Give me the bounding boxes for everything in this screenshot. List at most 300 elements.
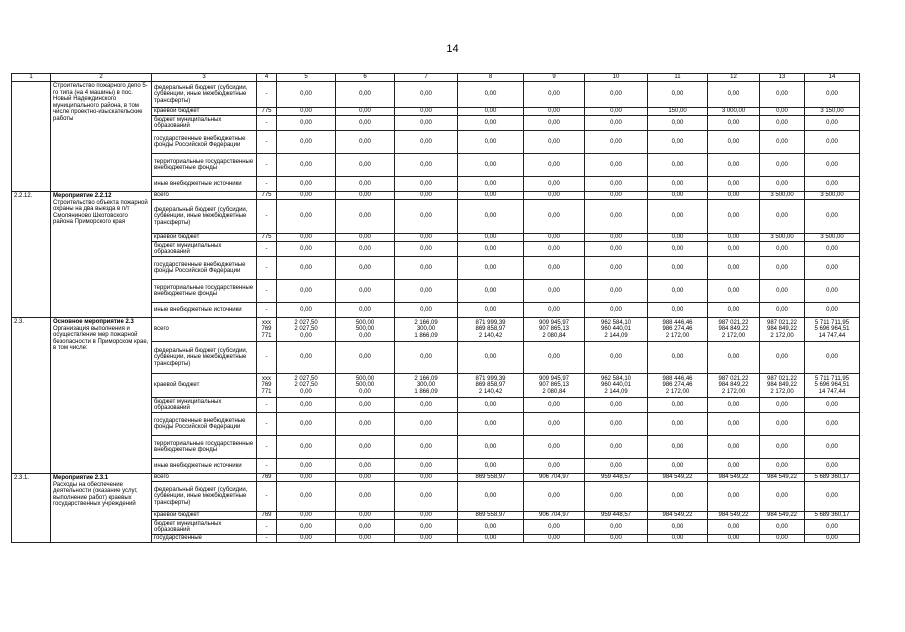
amount-cell (648, 108, 708, 116)
code-value: 775 (261, 192, 272, 199)
amount-cell (708, 131, 760, 154)
amount-cell (524, 413, 585, 436)
amount-value: 0,00 (300, 512, 312, 519)
amount-value: 0,00 (548, 192, 560, 199)
measure-number (12, 82, 51, 192)
measure-name (51, 318, 152, 474)
amount-cell (524, 374, 585, 398)
amount-value: 0,00 (776, 91, 788, 98)
amount-cell (524, 398, 585, 413)
budget-code (257, 303, 277, 318)
funding-source: краевой бюджет (152, 374, 257, 398)
amount-cell (648, 242, 708, 257)
amount-value: 2 172,00 (721, 332, 746, 339)
amount-value: 0,00 (727, 180, 740, 187)
amount-cell (585, 482, 648, 512)
amount-value: 0,00 (359, 138, 371, 145)
measure-name (51, 192, 152, 318)
amount-value: 0,00 (548, 138, 560, 145)
code-value: - (265, 91, 268, 98)
measure-name (51, 474, 152, 543)
amount-value: 909 945,97 (538, 375, 570, 382)
budget-code (257, 318, 277, 342)
amount-cell (760, 82, 805, 108)
amount-cell (395, 192, 458, 200)
amount-cell (585, 520, 648, 535)
code-value: 771 (261, 388, 272, 395)
amount-cell (524, 303, 585, 318)
amount-cell (648, 200, 708, 234)
amount-value: 0,00 (484, 180, 497, 187)
amount-value: 906 704,97 (538, 474, 570, 481)
code-value: 769 (261, 512, 272, 519)
amount-value: 0,00 (359, 523, 371, 530)
amount-cell (648, 131, 708, 154)
amount-value: 869 858,97 (475, 326, 506, 333)
amount-value: 907 865,13 (538, 382, 570, 389)
amount-cell (336, 177, 395, 192)
amount-cell (805, 398, 860, 413)
amount-value: 500,00 (355, 326, 375, 333)
amount-value: 0,00 (671, 493, 684, 500)
amount-value: 0,00 (548, 161, 560, 168)
amount-value: 0,00 (300, 420, 312, 427)
amount-value: 0,00 (826, 401, 838, 408)
amount-value: 0,00 (671, 234, 684, 241)
amount-value: 0,00 (727, 213, 740, 220)
amount-value: 0,00 (420, 91, 432, 98)
amount-cell (805, 82, 860, 108)
amount-value: 959 448,57 (600, 512, 632, 519)
amount-value: 0,00 (300, 443, 312, 450)
amount-cell (277, 459, 336, 474)
amount-value: 962 584,10 (600, 375, 632, 382)
amount-cell (458, 108, 524, 116)
amount-value: 150,00 (668, 108, 687, 115)
amount-value: 0,00 (420, 213, 432, 220)
amount-cell (458, 131, 524, 154)
amount-value: 0,00 (484, 108, 497, 115)
amount-cell (524, 512, 585, 520)
amount-value: 0,00 (484, 443, 497, 450)
code-value: xxx (262, 375, 271, 382)
amount-value: 0,00 (420, 523, 432, 530)
amount-cell (395, 116, 458, 131)
amount-value: 0,00 (727, 119, 740, 126)
amount-cell (395, 342, 458, 374)
amount-cell (760, 374, 805, 398)
amount-value: 0,00 (610, 245, 622, 252)
amount-cell (395, 520, 458, 535)
amount-cell (805, 200, 860, 234)
budget-code (257, 520, 277, 535)
amount-value: 0,00 (727, 443, 740, 450)
amount-value: 0,00 (671, 401, 684, 408)
amount-value: 0,00 (420, 245, 432, 252)
amount-value: 5 689 360,17 (814, 512, 850, 519)
amount-cell (760, 154, 805, 177)
amount-cell (524, 192, 585, 200)
amount-cell (524, 280, 585, 303)
amount-value: 0,00 (610, 462, 622, 469)
amount-cell (708, 512, 760, 520)
amount-value: 0,00 (610, 306, 622, 313)
amount-value: 0,00 (300, 354, 312, 361)
amount-value: 0,00 (826, 306, 838, 313)
amount-value: 14 747,44 (818, 332, 846, 339)
amount-value: 909 945,97 (538, 319, 570, 326)
amount-value: 0,00 (300, 119, 312, 126)
amount-value: 0,00 (484, 138, 497, 145)
funding-source: территориальные государственные внебюджетные фонды (152, 154, 257, 177)
amount-cell (708, 108, 760, 116)
amount-cell (277, 436, 336, 459)
amount-cell (708, 177, 760, 192)
amount-value: 0,00 (671, 119, 684, 126)
amount-cell (648, 234, 708, 242)
amount-cell (277, 82, 336, 108)
amount-value: 986 274,46 (662, 382, 693, 389)
amount-cell (585, 303, 648, 318)
table-row (12, 192, 860, 200)
amount-cell (395, 318, 458, 342)
amount-value: 0,00 (359, 180, 371, 187)
amount-value: 869 858,97 (475, 382, 506, 389)
amount-value: 0,00 (359, 401, 371, 408)
amount-value: 0,00 (300, 401, 312, 408)
amount-cell (336, 318, 395, 342)
amount-value: 0,00 (826, 443, 838, 450)
measure-title: Мероприятие 2.2.12 (53, 193, 112, 199)
amount-cell (458, 192, 524, 200)
amount-cell (805, 257, 860, 280)
budget-code (257, 512, 277, 520)
amount-value: 0,00 (727, 192, 740, 199)
table-row (12, 318, 860, 342)
amount-value: 0,00 (776, 180, 788, 187)
amount-cell (524, 482, 585, 512)
amount-value: 0,00 (548, 108, 560, 115)
amount-cell (760, 535, 805, 543)
amount-cell (277, 482, 336, 512)
funding-source: территориальные государственные внебюджетные фонды (152, 280, 257, 303)
budget-code (257, 280, 277, 303)
amount-cell (760, 342, 805, 374)
amount-cell (708, 280, 760, 303)
amount-value: 0,00 (484, 213, 497, 220)
amount-value: 0,00 (727, 523, 740, 530)
amount-cell (277, 280, 336, 303)
amount-cell (524, 520, 585, 535)
amount-cell (805, 482, 860, 512)
amount-cell (277, 535, 336, 543)
funding-source: всего (152, 474, 257, 482)
amount-cell (395, 535, 458, 543)
measure-title: Мероприятие 2.3.1 (53, 475, 109, 481)
amount-cell (395, 234, 458, 242)
amount-cell (805, 234, 860, 242)
amount-value: 0,00 (826, 264, 838, 271)
amount-value: 0,00 (727, 462, 740, 469)
amount-value: 0,00 (671, 354, 684, 361)
amount-cell (524, 535, 585, 543)
amount-value: 0,00 (300, 523, 312, 530)
amount-value: 988 446,46 (662, 319, 693, 326)
amount-cell (524, 131, 585, 154)
code-value: - (265, 138, 268, 145)
amount-value: 0,00 (610, 401, 622, 408)
amount-value: 500,00 (355, 382, 375, 389)
amount-value: 0,00 (727, 161, 740, 168)
code-value: - (265, 119, 268, 126)
amount-cell (458, 234, 524, 242)
amount-value: 3 150,00 (820, 108, 844, 115)
amount-value: 0,00 (300, 91, 312, 98)
amount-cell (277, 303, 336, 318)
amount-value: 0,00 (359, 443, 371, 450)
amount-value: 0,00 (610, 420, 622, 427)
amount-value: 988 446,46 (662, 375, 693, 382)
amount-cell (395, 436, 458, 459)
amount-value: 0,00 (548, 245, 560, 252)
amount-value: 0,00 (359, 493, 371, 500)
amount-value: 0,00 (610, 119, 622, 126)
amount-value: 987 021,22 (718, 319, 749, 326)
amount-value: 0,00 (300, 161, 312, 168)
amount-value: 0,00 (484, 161, 497, 168)
amount-value: 0,00 (420, 401, 432, 408)
amount-cell (524, 242, 585, 257)
amount-value: 984 549,22 (718, 474, 749, 481)
amount-value: 5 696 964,51 (814, 382, 850, 389)
amount-cell (458, 257, 524, 280)
amount-value: 0,00 (484, 493, 497, 500)
amount-cell (648, 436, 708, 459)
amount-cell (458, 177, 524, 192)
budget-code (257, 82, 277, 108)
amount-cell (708, 82, 760, 108)
amount-cell (458, 303, 524, 318)
amount-value: 0,00 (671, 161, 684, 168)
amount-value: 300,00 (416, 382, 436, 389)
measure-number: 2.3.1. (12, 474, 51, 543)
amount-cell (760, 398, 805, 413)
amount-cell (336, 520, 395, 535)
amount-cell (760, 482, 805, 512)
amount-value: 0,00 (420, 180, 432, 187)
amount-cell (585, 374, 648, 398)
amount-cell (760, 303, 805, 318)
amount-cell (458, 436, 524, 459)
amount-value: 0,00 (300, 264, 312, 271)
amount-value: 0,00 (548, 287, 560, 294)
amount-cell (760, 459, 805, 474)
amount-value: 0,00 (300, 474, 312, 481)
amount-cell (277, 177, 336, 192)
amount-cell (708, 459, 760, 474)
amount-cell (458, 374, 524, 398)
amount-value: 0,00 (359, 388, 371, 395)
budget-code (257, 413, 277, 436)
amount-value: 0,00 (420, 234, 432, 241)
amount-value: 0,00 (359, 306, 371, 313)
amount-cell (648, 154, 708, 177)
amount-cell (277, 200, 336, 234)
amount-cell (395, 413, 458, 436)
amount-cell (458, 318, 524, 342)
amount-value: 0,00 (776, 213, 788, 220)
amount-cell (585, 154, 648, 177)
amount-value: 0,00 (300, 535, 312, 542)
code-value: - (265, 523, 268, 530)
amount-cell (458, 398, 524, 413)
amount-value: 0,00 (548, 493, 560, 500)
amount-value: 3 000,00 (721, 108, 746, 115)
amount-value: 0,00 (610, 192, 622, 199)
table-row (12, 474, 860, 482)
amount-value: 0,00 (776, 138, 788, 145)
amount-value: 2 144,09 (604, 388, 628, 395)
amount-value: 0,00 (727, 245, 740, 252)
amount-value: 0,00 (420, 443, 432, 450)
amount-cell (585, 192, 648, 200)
amount-value: 0,00 (300, 388, 312, 395)
amount-value: 0,00 (359, 332, 371, 339)
budget-code (257, 200, 277, 234)
amount-cell (585, 512, 648, 520)
amount-value: 0,00 (420, 535, 432, 542)
amount-cell (585, 242, 648, 257)
amount-value: 0,00 (484, 523, 497, 530)
code-value: - (265, 354, 268, 361)
amount-value: 0,00 (727, 401, 740, 408)
amount-value: 906 704,97 (538, 512, 570, 519)
amount-cell (805, 303, 860, 318)
amount-value: 0,00 (300, 213, 312, 220)
amount-cell (458, 242, 524, 257)
amount-value: 0,00 (548, 234, 560, 241)
amount-value: 0,00 (420, 306, 432, 313)
budget-code (257, 398, 277, 413)
amount-cell (336, 474, 395, 482)
amount-value: 0,00 (727, 234, 740, 241)
budget-code (257, 342, 277, 374)
amount-cell (336, 242, 395, 257)
amount-value: 0,00 (548, 401, 560, 408)
amount-cell (336, 108, 395, 116)
code-value: - (265, 443, 268, 450)
amount-value: 0,00 (776, 443, 788, 450)
amount-cell (395, 280, 458, 303)
amount-cell (277, 116, 336, 131)
amount-value: 0,00 (359, 420, 371, 427)
amount-cell (395, 459, 458, 474)
amount-value: 0,00 (826, 354, 838, 361)
amount-cell (805, 177, 860, 192)
amount-cell (458, 82, 524, 108)
amount-value: 3 500,00 (820, 234, 844, 241)
code-value: - (265, 287, 268, 294)
amount-cell (336, 342, 395, 374)
amount-cell (277, 318, 336, 342)
column-header: 2 (51, 74, 152, 82)
amount-cell (524, 200, 585, 234)
amount-value: 0,00 (610, 493, 622, 500)
column-header: 6 (336, 74, 395, 82)
amount-cell (760, 474, 805, 482)
column-header: 12 (708, 74, 760, 82)
amount-cell (708, 474, 760, 482)
amount-value: 0,00 (671, 91, 684, 98)
amount-value: 871 999,39 (475, 375, 506, 382)
amount-cell (524, 436, 585, 459)
amount-cell (395, 474, 458, 482)
amount-cell (277, 108, 336, 116)
amount-cell (585, 280, 648, 303)
amount-cell (760, 131, 805, 154)
amount-cell (760, 436, 805, 459)
code-value: 769 (261, 326, 272, 333)
funding-source: государственные внебюджетные фонды Российской Федерации (152, 413, 257, 436)
amount-value: 0,00 (610, 354, 622, 361)
amount-value: 0,00 (420, 264, 432, 271)
amount-cell (458, 474, 524, 482)
amount-cell (648, 474, 708, 482)
amount-cell (458, 154, 524, 177)
amount-cell (708, 436, 760, 459)
amount-cell (805, 535, 860, 543)
amount-value: 2 172,00 (721, 388, 746, 395)
amount-value: 2 027,50 (294, 375, 318, 382)
code-value: - (265, 420, 268, 427)
amount-value: 0,00 (359, 161, 371, 168)
amount-cell (336, 257, 395, 280)
amount-value: 984 549,22 (766, 474, 798, 481)
amount-cell (585, 436, 648, 459)
amount-value: 2 080,84 (542, 388, 566, 395)
column-header: 4 (257, 74, 277, 82)
code-value: - (265, 264, 268, 271)
budget-code (257, 374, 277, 398)
measure-number: 2.3. (12, 318, 51, 474)
amount-cell (648, 512, 708, 520)
amount-value: 0,00 (776, 420, 788, 427)
amount-cell (585, 342, 648, 374)
amount-value: 0,00 (776, 245, 788, 252)
budget-code (257, 474, 277, 482)
amount-value: 959 448,57 (600, 474, 632, 481)
amount-cell (708, 398, 760, 413)
amount-value: 0,00 (300, 234, 312, 241)
code-value: - (265, 401, 268, 408)
amount-cell (277, 342, 336, 374)
amount-cell (648, 177, 708, 192)
amount-value: 986 274,46 (662, 326, 693, 333)
amount-cell (760, 413, 805, 436)
amount-value: 0,00 (420, 108, 432, 115)
amount-value: 0,00 (671, 306, 684, 313)
amount-cell (277, 512, 336, 520)
funding-source: федеральный бюджет (субсидии, субвенции, иные межбюджетные трансферты) (152, 342, 257, 374)
budget-code (257, 535, 277, 543)
amount-value: 500,00 (355, 375, 375, 382)
amount-cell (708, 374, 760, 398)
amount-cell (760, 318, 805, 342)
funding-source: краевой бюджет (152, 108, 257, 116)
amount-value: 0,00 (484, 287, 497, 294)
measure-description: Строительство объекта пожарной охраны на два выезда в п/т Смоляниново Шкотовского района Приморского края (53, 199, 148, 225)
amount-value: 0,00 (826, 161, 838, 168)
